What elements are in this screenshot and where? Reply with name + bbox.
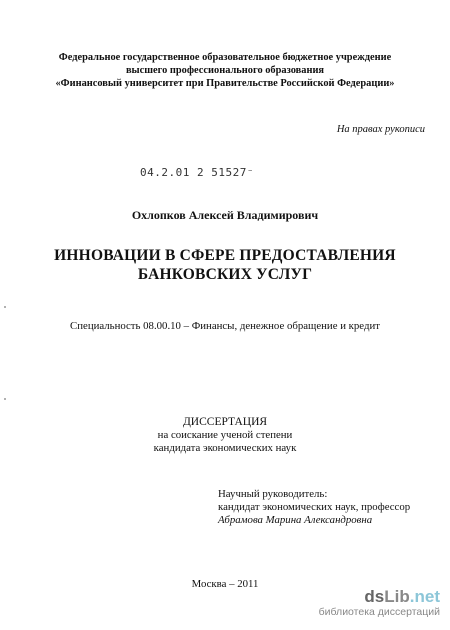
dissertation-field-line: кандидата экономических наук	[153, 442, 297, 454]
scan-speck	[4, 398, 6, 400]
dissertation-label: ДИССЕРТАЦИЯ	[182, 416, 268, 428]
dissertation-block	[0, 416, 450, 455]
advisor-name: Абрамова Марина Александровна	[218, 514, 373, 526]
advisor-block	[218, 488, 410, 527]
title-line-2: БАНКОВСКИХ УСЛУГ	[137, 266, 313, 283]
watermark-subtitle: библиотека диссертаций	[318, 606, 440, 618]
rights-note: На правах рукописи	[336, 124, 425, 135]
institution-line-1: Федеральное государственное образовательное бюджетное учреждение	[58, 52, 392, 63]
advisor-label: Научный руководитель:	[218, 488, 328, 500]
logo-net: .net	[409, 587, 440, 606]
dissertation-degree-line: на соискание ученой степени	[157, 429, 293, 441]
advisor-degree: кандидат экономических наук, профессор	[218, 501, 411, 513]
institution-header	[0, 51, 450, 90]
watermark	[319, 588, 440, 618]
institution-line-3: «Финансовый университет при Правительстве Российской Федерации»	[55, 78, 395, 89]
specialty-line: Специальность 08.00.10 – Финансы, денежное обращение и кредит	[70, 320, 380, 332]
watermark-logo	[319, 588, 440, 606]
scan-speck	[4, 306, 6, 308]
institution-line-2: высшего профессионального образования	[125, 65, 325, 76]
logo-lib: Lib	[384, 587, 410, 606]
logo-ds: ds	[364, 587, 385, 606]
author-name: Охлопков Алексей Владимирович	[131, 208, 319, 222]
title-line-1: ИННОВАЦИИ В СФЕРЕ ПРЕДОСТАВЛЕНИЯ	[54, 247, 396, 264]
stamp-code: 04.2.01 2 51527⁻	[140, 166, 254, 179]
dissertation-title	[0, 246, 450, 284]
city-year: Москва – 2011	[191, 578, 259, 590]
